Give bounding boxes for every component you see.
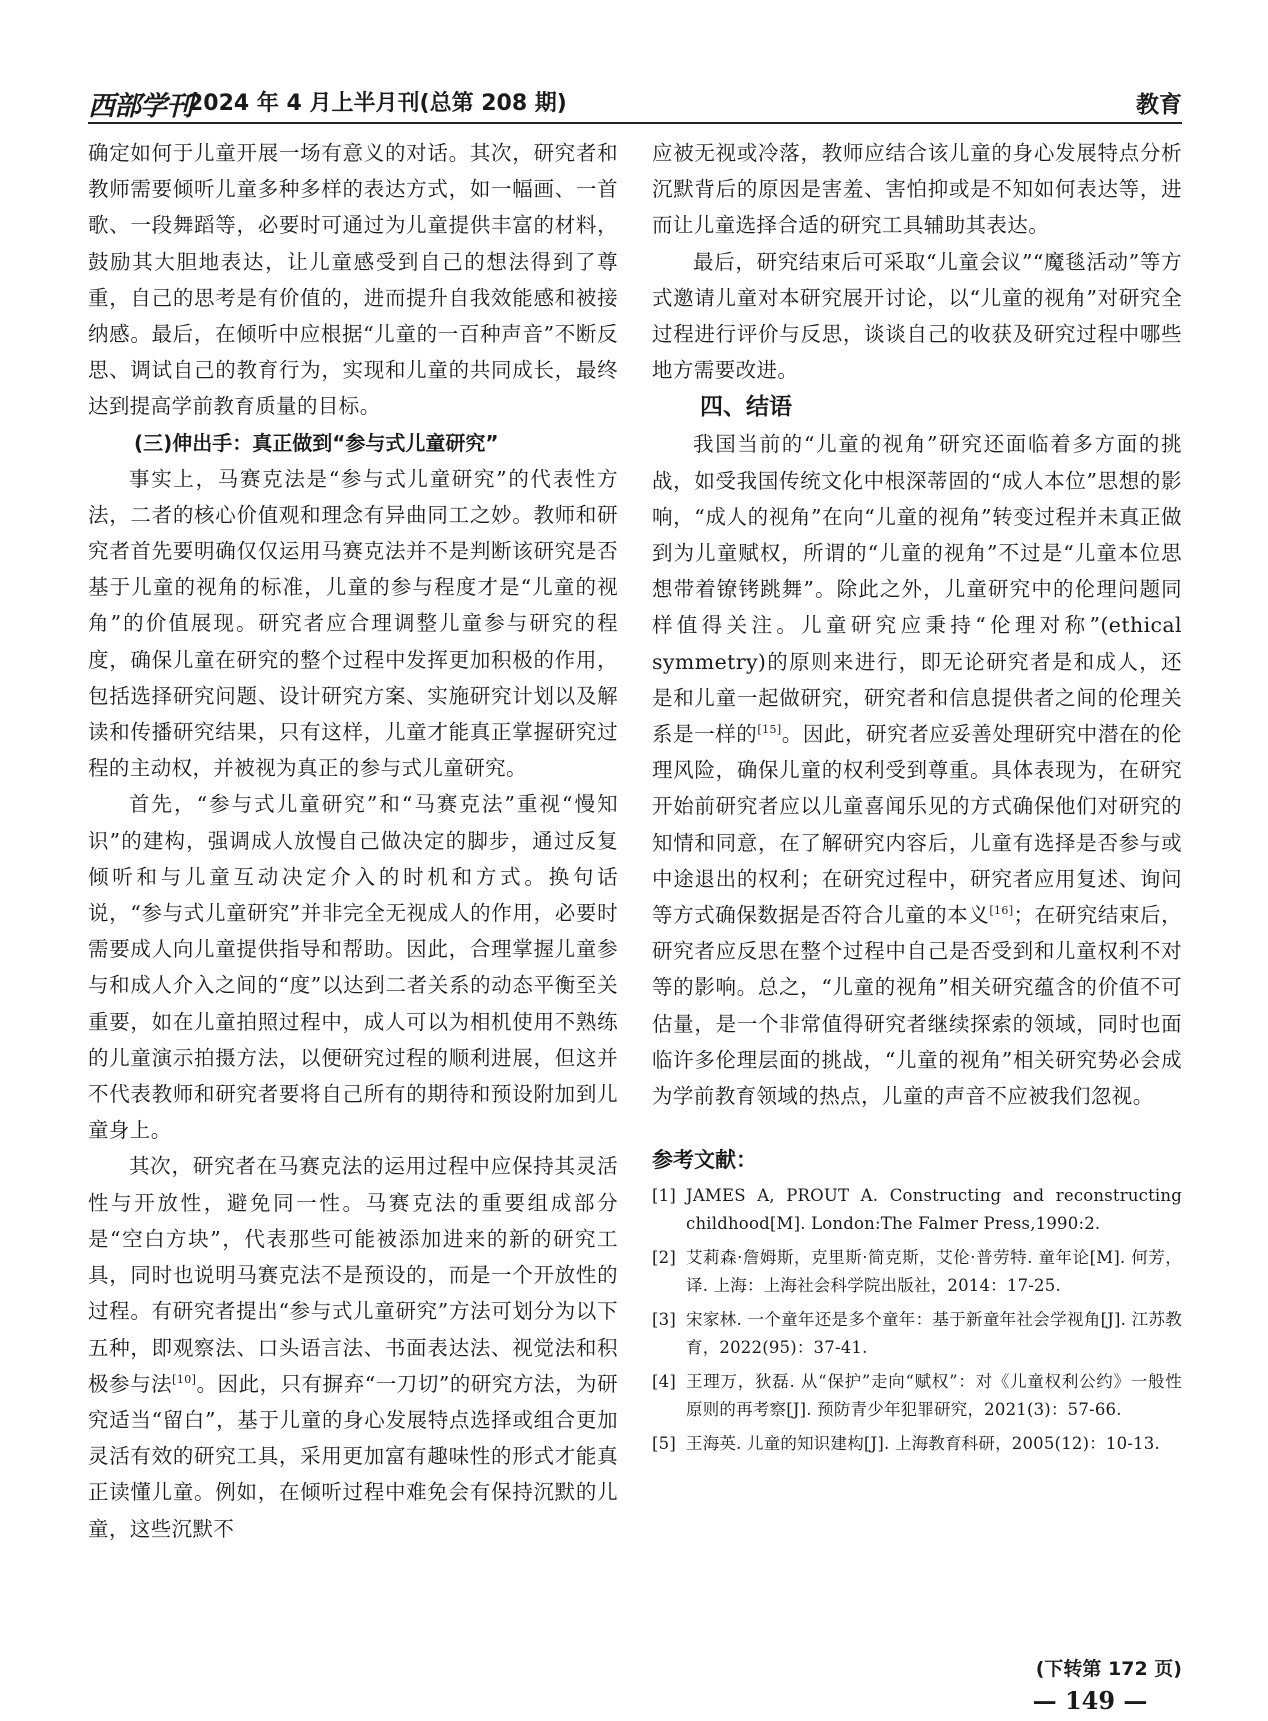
reference-text: 王理万，狄磊. 从“保护”走向“赋权”：对《儿童权利公约》一般性原则的再考察[J]. 预防青少年犯罪研究，2021(3)：57-66. bbox=[686, 1372, 1182, 1420]
reference-item bbox=[652, 1182, 1182, 1238]
reference-text: 宋家林. 一个童年还是多个童年：基于新童年社会学视角[J]. 江苏教育，2022(95)：37-41. bbox=[686, 1310, 1182, 1358]
section-name: 教育 bbox=[1136, 92, 1182, 118]
left-column bbox=[88, 135, 618, 1547]
reference-number: [4] bbox=[652, 1372, 676, 1392]
right-column bbox=[652, 135, 1182, 1464]
references-title: 参考文献： bbox=[652, 1148, 757, 1173]
citation-marker: [16] bbox=[989, 904, 1014, 918]
reference-text: JAMES A, PROUT A. Constructing and reconstructing childhood[M]. London:The Falmer Press,1990:2. bbox=[686, 1186, 1182, 1234]
reference-number: [3] bbox=[652, 1310, 676, 1330]
reference-text: 王海英. 儿童的知识建构[J]. 上海教育科研，2005(12)：10-13. bbox=[686, 1434, 1160, 1454]
reference-number: [1] bbox=[652, 1186, 676, 1206]
text-run: ；在研究结束后，研究者应反思在整个过程中自己是否受到和儿童权利不对等的影响。总之，“儿童的视角”相关研究蕴含的价值不可估量，是一个非常值得研究者继续探索的领域，同时也面临许多伦理层面的挑战，“儿童的视角”相关研究势必会成为学前教育领域的热点，儿童的声音不应被我们忽视。 bbox=[652, 903, 1182, 1109]
text-run: 。因此，只有摒弃“一刀切”的研究方法，为研究适当“留白”，基于儿童的身心发展特点选择或组合更加灵活有效的研究工具，采用更加富有趣味性的形式才能真正读懂儿童。例如，在倾听过程中难免会有保持沉默的儿童，这些沉默不 bbox=[88, 1371, 618, 1541]
paragraph: 最后，研究结束后可采取“儿童会议”“魔毯活动”等方式邀请儿童对本研究展开讨论，以“儿童的视角”对研究全过程进行评价与反思，谈谈自己的收获及研究过程中哪些地方需要改进。 bbox=[652, 249, 1182, 383]
paragraph: 事实上，马赛克法是“参与式儿童研究”的代表性方法，二者的核心价值观和理念有异曲同工之妙。教师和研究者首先要明确仅仅运用马赛克法并不是判断该研究是否基于儿童的视角的标准，儿童的参与程度才是“儿童的视角”的价值展现。研究者应合理调整儿童参与研究的程度，确保儿童在研究的整个过程中发挥更加积极的作用，包括选择研究问题、设计研究方案、实施研究计划以及解读和传播研究结果，只有这样，儿童才能真正掌握研究过程的主动权，并被视为真正的参与式儿童研究。 bbox=[88, 466, 618, 781]
paragraph: 首先，“参与式儿童研究”和“马赛克法”重视“慢知识”的建构，强调成人放慢自己做决定的脚步，通过反复倾听和与儿童互动决定介入的时机和方式。换句话说，“参与式儿童研究”并非完全无视成人的作用，必要时需要成人向儿童提供指导和帮助。因此，合理掌握儿童参与和成人介入之间的“度”以达到二者关系的动态平衡至关重要，如在儿童拍照过程中，成人可以为相机使用不熟练的儿童演示拍摄方法，以便研究过程的顺利进展，但这并不代表教师和研究者要将自己所有的期待和预设附加到儿童身上。 bbox=[88, 792, 618, 1143]
paragraph: 应被无视或冷落，教师应结合该儿童的身心发展特点分析沉默背后的原因是害羞、害怕抑或是不知如何表达等，进而让儿童选择合适的研究工具辅助其表达。 bbox=[652, 141, 1182, 238]
journal-logo: 西部学刊 bbox=[88, 91, 192, 122]
continued-note: (下转第 172 页) bbox=[1035, 1658, 1182, 1680]
reference-number: [5] bbox=[652, 1434, 676, 1454]
paragraph bbox=[88, 1148, 618, 1546]
citation-marker: [15] bbox=[757, 723, 782, 737]
text-run: 我国当前的“儿童的视角”研究还面临着多方面的挑战，如受我国传统文化中根深蒂固的“成人本位”思想的影响，“成人的视角”在向“儿童的视角”转变过程并未真正做到为儿童赋权，所谓的“儿童的视角”不过是“儿童本位思想带着镣铐跳舞”。除此之外，儿童研究中的伦理问题同样值得关注。儿童研究应秉持“伦理对称”(ethical symmetry)的原则来进行，即无论研究者是和成人，还是和儿童一起做研究，研究者和信息提供者之间的伦理关系是一样的 bbox=[652, 432, 1182, 747]
page-number: — 149 — bbox=[1032, 1686, 1148, 1715]
text-run: 其次，研究者在马赛克法的运用过程中应保持其灵活性与开放性，避免同一性。马赛克法的重要组成部分是“空白方块”，代表那些可能被添加进来的新的研究工具，同时也说明马赛克法不是预设的，而是一个开放性的过程。有研究者提出“参与式儿童研究”方法可划分为以下五种，即观察法、口头语言法、书面表达法、视觉法和积极参与法 bbox=[88, 1154, 618, 1396]
reference-item bbox=[652, 1430, 1182, 1458]
section-heading: 四、结语 bbox=[700, 394, 792, 421]
issue-info: 2024 年 4 月上半月刊(总第 208 期) bbox=[188, 91, 567, 116]
paragraph bbox=[652, 426, 1182, 1114]
reference-item bbox=[652, 1368, 1182, 1424]
references-list bbox=[652, 1182, 1182, 1458]
page-header bbox=[88, 82, 1182, 124]
reference-item bbox=[652, 1306, 1182, 1362]
reference-item bbox=[652, 1244, 1182, 1300]
reference-text: 艾莉森·詹姆斯，克里斯·简克斯，艾伦·普劳特. 童年论[M]. 何芳，译. 上海：上海社会科学院出版社，2014：17-25. bbox=[686, 1248, 1182, 1296]
text-run: 。因此，研究者应妥善处理研究中潜在的伦理风险，确保儿童的权利受到尊重。具体表现为，在研究开始前研究者应以儿童喜闻乐见的方式确保他们对研究的知情和同意，在了解研究内容后，儿童有选择是否参与或中途退出的权利；在研究过程中，研究者应用复述、询问等方式确保数据是否符合儿童的本义 bbox=[652, 722, 1183, 928]
subsection-heading: (三)伸出手：真正做到“参与式儿童研究” bbox=[134, 430, 499, 455]
citation-marker: [10] bbox=[172, 1372, 197, 1386]
paragraph: 确定如何于儿童开展一场有意义的对话。其次，研究者和教师需要倾听儿童多种多样的表达方式，如一幅画、一首歌、一段舞蹈等，必要时可通过为儿童提供丰富的材料，鼓励其大胆地表达，让儿童感受到自己的想法得到了尊重，自己的思考是有价值的，进而提升自我效能感和被接纳感。最后，在倾听中应根据“儿童的一百种声音”不断反思、调试自己的教育行为，实现和儿童的共同成长，最终达到提高学前教育质量的目标。 bbox=[88, 141, 618, 419]
reference-number: [2] bbox=[652, 1248, 676, 1268]
